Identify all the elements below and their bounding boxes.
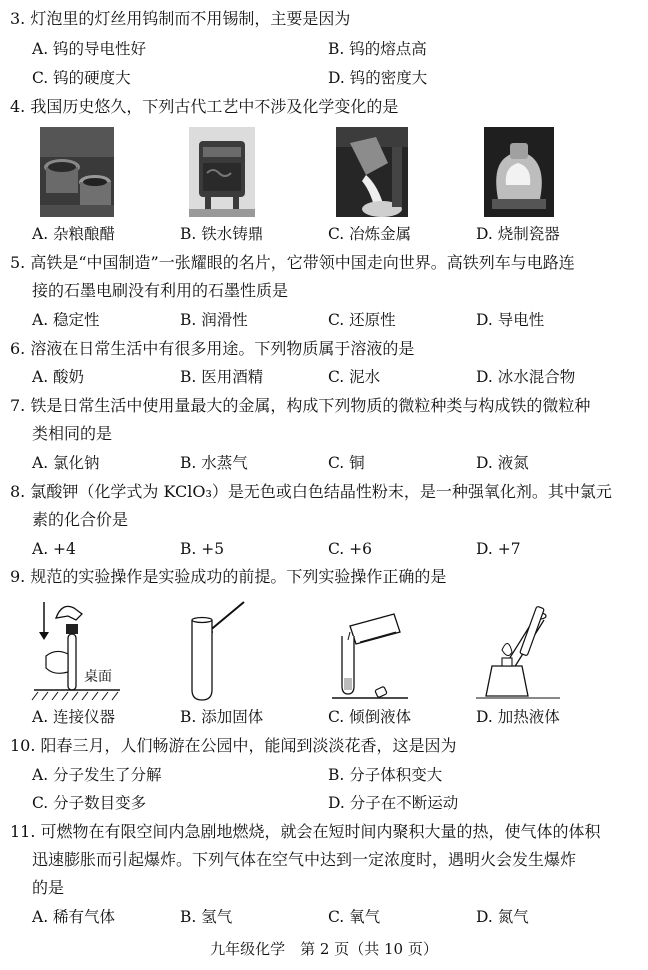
question-10-stem: 10. 阳春三月，人们畅游在公园中，能闻到淡淡花香，这是因为 bbox=[10, 736, 457, 755]
q8-option-d: D. +7 bbox=[476, 540, 521, 558]
q7-option-b: B. 水蒸气 bbox=[180, 454, 248, 472]
vinegar-photo bbox=[40, 127, 114, 217]
question-5-stem-line-1: 5. 高铁是“中国制造”一张耀眼的名片，它带领中国走向世界。高铁列车与电路连 bbox=[10, 253, 575, 272]
q7-option-a: A. 氯化钠 bbox=[32, 454, 100, 472]
q10-option-a: A. 分子发生了分解 bbox=[32, 766, 162, 784]
page-footer: 九年级化学 第 2 页（共 10 页） bbox=[210, 940, 438, 958]
q3-option-a: A. 钨的导电性好 bbox=[32, 40, 147, 58]
q5-option-a: A. 稳定性 bbox=[32, 311, 100, 329]
question-8-stem-line-1: 8. 氯酸钾（化学式为 KClO₃）是无色或白色结晶性粉末，是一种强氧化剂。其中氯元 bbox=[10, 482, 612, 501]
question-11-stem-line-2: 迅速膨胀而引起爆炸。下列气体在空气中达到一定浓度时，遇明火会发生爆炸 bbox=[32, 850, 577, 869]
ding-casting-photo bbox=[189, 127, 255, 217]
q4-option-c: C. 冶炼金属 bbox=[328, 225, 412, 243]
q3-option-d: D. 钨的密度大 bbox=[328, 69, 428, 87]
question-5-stem-line-2: 接的石墨电刷没有利用的石墨性质是 bbox=[32, 281, 289, 300]
question-8-stem-line-2: 素的化合价是 bbox=[32, 510, 129, 529]
q10-option-b: B. 分子体积变大 bbox=[328, 766, 443, 784]
question-4-stem: 4. 我国历史悠久，下列古代工艺中不涉及化学变化的是 bbox=[10, 97, 399, 116]
q6-option-b: B. 医用酒精 bbox=[180, 368, 264, 386]
question-9-stem: 9. 规范的实验操作是实验成功的前提。下列实验操作正确的是 bbox=[10, 567, 447, 586]
connect-apparatus-figure bbox=[30, 596, 130, 702]
q8-option-b: B. +5 bbox=[180, 540, 225, 558]
add-solid-figure bbox=[186, 596, 256, 702]
question-6-stem: 6. 溶液在日常生活中有很多用途。下列物质属于溶液的是 bbox=[10, 339, 415, 358]
q9-option-b: B. 添加固体 bbox=[180, 708, 264, 726]
q7-option-c: C. 铜 bbox=[328, 454, 365, 472]
question-11-stem-line-1: 11. 可燃物在有限空间内急剧地燃烧，就会在短时间内聚积大量的热，使气体的体积 bbox=[10, 822, 601, 841]
porcelain-firing-photo bbox=[484, 127, 554, 217]
q5-option-b: B. 润滑性 bbox=[180, 311, 248, 329]
heat-liquid-figure bbox=[472, 596, 564, 702]
q10-option-d: D. 分子在不断运动 bbox=[328, 794, 459, 812]
q8-option-a: A. +4 bbox=[32, 540, 76, 558]
q6-option-a: A. 酸奶 bbox=[32, 368, 85, 386]
question-11-stem-line-3: 的是 bbox=[32, 878, 65, 897]
q9-option-c: C. 倾倒液体 bbox=[328, 708, 412, 726]
q11-option-d: D. 氮气 bbox=[476, 908, 529, 926]
q4-option-d: D. 烧制瓷器 bbox=[476, 225, 560, 243]
q11-option-c: C. 氧气 bbox=[328, 908, 381, 926]
q4-option-b: B. 铁水铸鼎 bbox=[180, 225, 264, 243]
table-surface-label: 桌面 bbox=[84, 669, 112, 685]
smelting-photo bbox=[336, 127, 408, 217]
q11-option-b: B. 氢气 bbox=[180, 908, 233, 926]
q4-option-a: A. 杂粮酿醋 bbox=[32, 225, 116, 243]
q6-option-c: C. 泥水 bbox=[328, 368, 381, 386]
q3-option-b: B. 钨的熔点高 bbox=[328, 40, 427, 58]
question-3-stem: 3. 灯泡里的灯丝用钨制而不用锡制，主要是因为 bbox=[10, 9, 351, 28]
q5-option-d: D. 导电性 bbox=[476, 311, 545, 329]
q10-option-c: C. 分子数目变多 bbox=[32, 794, 147, 812]
pour-liquid-figure bbox=[330, 596, 410, 702]
q8-option-c: C. +6 bbox=[328, 540, 373, 558]
q9-option-d: D. 加热液体 bbox=[476, 708, 560, 726]
q5-option-c: C. 还原性 bbox=[328, 311, 396, 329]
question-7-stem-line-2: 类相同的是 bbox=[32, 424, 113, 443]
q7-option-d: D. 液氮 bbox=[476, 454, 529, 472]
q9-option-a: A. 连接仪器 bbox=[32, 708, 116, 726]
q6-option-d: D. 冰水混合物 bbox=[476, 368, 576, 386]
question-7-stem-line-1: 7. 铁是日常生活中使用量最大的金属，构成下列物质的微粒种类与构成铁的微粒种 bbox=[10, 396, 591, 415]
q3-option-c: C. 钨的硬度大 bbox=[32, 69, 131, 87]
q11-option-a: A. 稀有气体 bbox=[32, 908, 116, 926]
